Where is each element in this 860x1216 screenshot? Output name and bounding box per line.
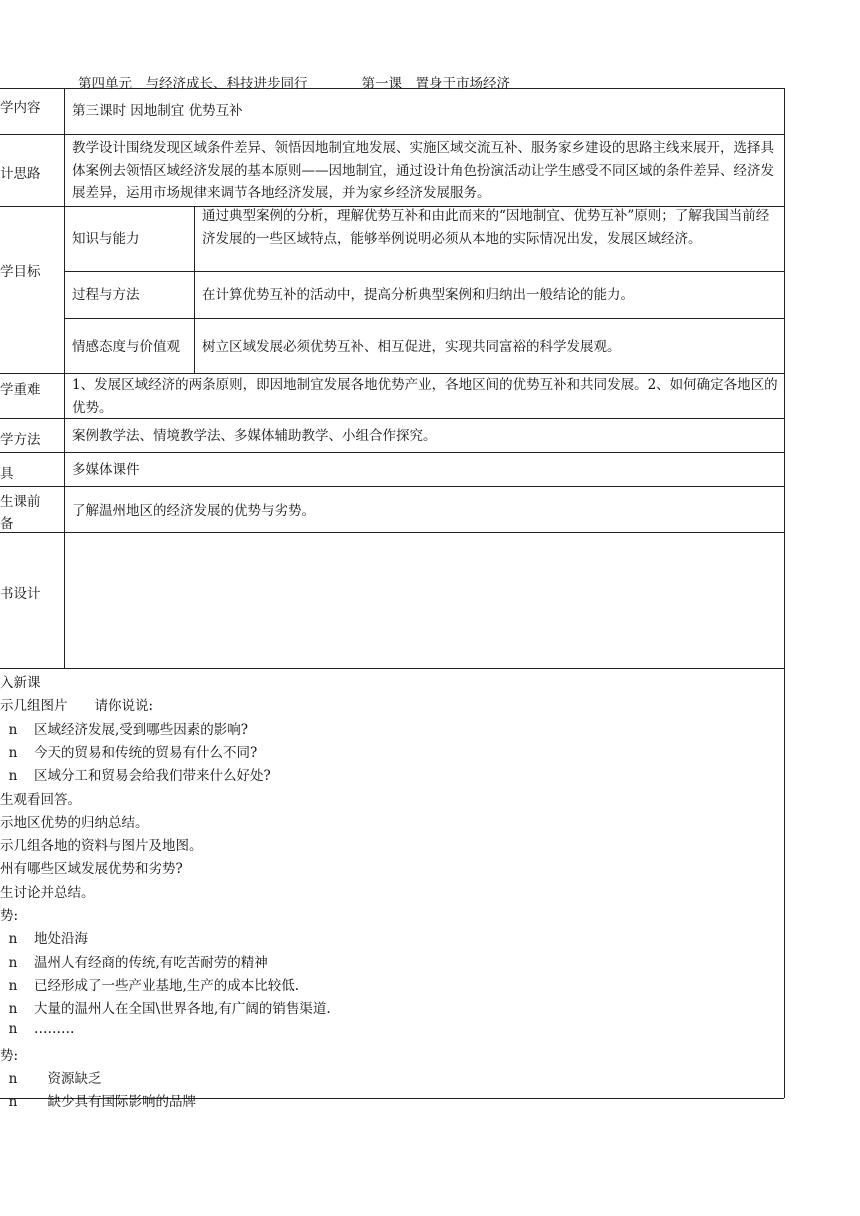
process-line: 示地区优势的归纳总结。 [0,814,149,831]
goal-value-knowledge: 通过典型案例的分析，理解优势互补和由此而来的“因地制宜、优势互补”原则；了解我国当前经济发展的一些区域特点，能够举例说明必须从本地的实际情况出发，发展区域经济。 [202,208,770,247]
bullet-marker: n [8,1020,18,1037]
bullet-marker: n [8,1001,18,1018]
process-line-text: 温州人有经商的传统,有吃苦耐劳的精神 [34,954,268,971]
goal-value-emotion: 树立区域发展必须优势互补、相互促进，实现共同富裕的科学发展观。 [202,339,621,355]
bullet-marker: n [8,954,18,971]
prep-label-line2: 备 [0,516,14,532]
content-label: 学内容 [0,100,41,116]
bullet-marker: n [8,1094,18,1111]
bullet-marker: n [8,1071,18,1088]
process-line-text: 大量的温州人在全国\世界各地,有广阔的销售渠道. [34,1001,331,1018]
bullet-marker: n [8,768,18,785]
bullet-marker: n [8,721,18,738]
process-line: 生讨论并总结。 [0,884,95,901]
process-line: 示几组图片 请你说说: [0,698,154,715]
process-line: 势: [0,908,19,924]
process-line [0,1021,75,1037]
tools-label: 具 [0,466,14,482]
bullet-marker: n [8,977,18,994]
process-line: 生观看回答。 [0,791,81,808]
process-line: 入新课 [0,675,41,691]
goals-label: 学目标 [0,264,41,280]
process-line [0,741,257,761]
process-line [0,927,88,947]
goal-name-process: 过程与方法 [72,287,140,303]
process-line: 示几组各地的资料与图片及地图。 [0,838,203,855]
process-line [0,718,248,738]
design-label: 计思路 [0,166,41,182]
bullet-marker: n [8,744,18,761]
process-line-text: 区域分工和贸易会给我们带来什么好处? [34,768,271,785]
process-line: 势: [0,1047,19,1064]
process-line: 州有哪些区域发展优势和劣势? [0,861,183,878]
key-value: 1、发展区域经济的两条原则，即因地制宜发展各地优势产业，各地区间的优势互补和共同发展。2、如何确定各地区的优势。 [72,377,778,416]
prep-value: 了解温州地区的经济发展的优势与劣势。 [72,503,315,519]
design-value: 教学设计围绕发现区域条件差异、领悟因地制宜地发展、实施区域交流互补、服务家乡建设的思路主线来展开，选择具体案例去领悟区域经济发展的基本原则——因地制宜，通过设计角色扮演活动让学生感受不同区域的条件差异、经济发展差异，运用市场规律来调节各地经济发展，并为家乡经济发展服务。 [72,140,774,201]
process-line-text: 今天的贸易和传统的贸易有什么不同? [34,744,258,761]
key-label: 学重难 [0,382,41,398]
process-line-text: 地处沿海 [34,931,88,948]
process-line-text: 已经形成了一些产业基地,生产的成本比较低. [34,977,300,994]
process-line-text: ……… [34,1020,75,1037]
tools-value: 多媒体课件 [72,462,140,478]
process-line [0,1090,196,1110]
process-line [0,974,299,994]
document-header: 第四单元 与经济成长、科技进步同行 第一课 置身于市场经济 [78,76,510,92]
process-line [0,951,268,971]
process-line-text: 缺少具有国际影响的品牌 [34,1094,196,1111]
goal-value-process: 在计算优势互补的活动中，提高分析典型案例和归纳出一般结论的能力。 [202,287,634,303]
bullet-marker: n [8,931,18,948]
goal-name-knowledge: 知识与能力 [72,231,140,247]
content-value: 第三课时 因地制宜 优势互补 [72,103,243,119]
goal-name-emotion: 情感态度与价值观 [72,339,180,355]
method-label: 学方法 [0,432,41,448]
process-line [0,764,271,784]
process-line [0,997,331,1017]
process-line [0,1067,102,1087]
process-line-text: 区域经济发展,受到哪些因素的影响? [34,721,249,738]
method-value: 案例教学法、情境教学法、多媒体辅助教学、小组合作探究。 [72,428,437,444]
process-line-text: 资源缺乏 [34,1071,102,1088]
prep-label-line1: 生课前 [0,494,41,510]
board-label: 书设计 [0,586,41,602]
